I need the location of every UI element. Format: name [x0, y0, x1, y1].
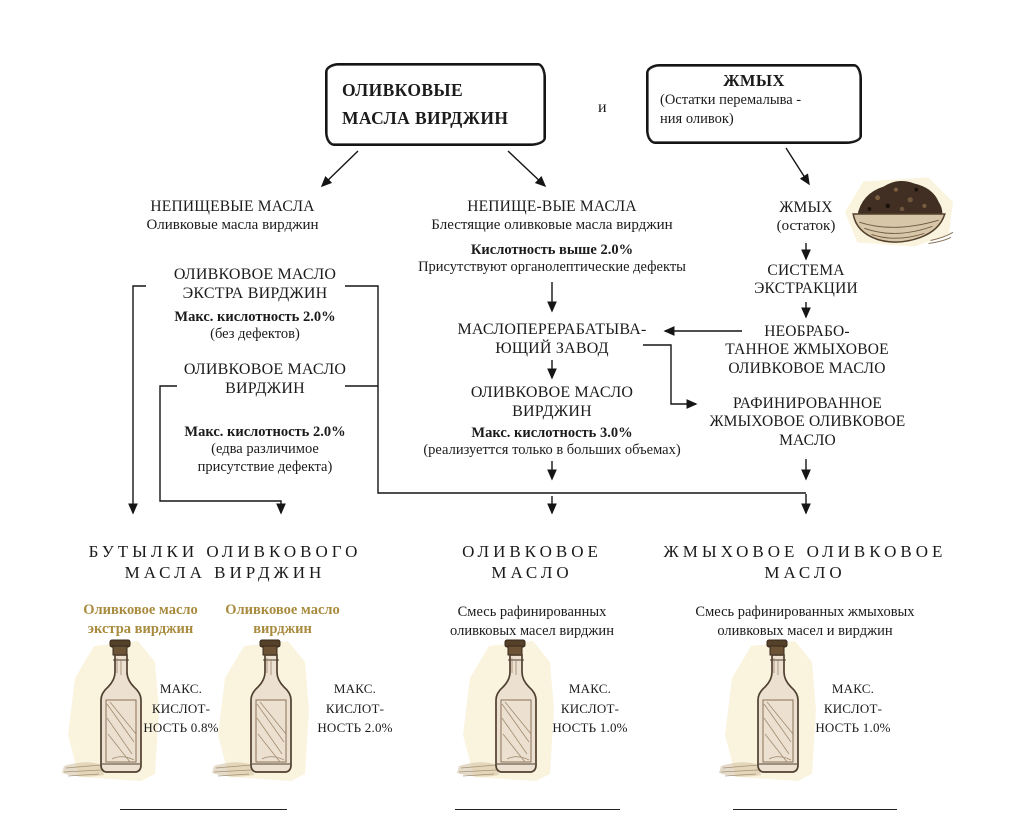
acidity-olive-oil: [545, 679, 635, 738]
node-extra-virgin: [135, 266, 375, 344]
node-crude-pomace-oil: [712, 323, 902, 378]
label-virgin-line1: Оливковое масло: [225, 602, 340, 618]
node-nonfood-mid: [385, 198, 719, 276]
heading-virgin-bottles: [45, 542, 405, 583]
pomace-oil-mix-line1: Смесь рафинированных жмыховых: [695, 604, 915, 620]
acidity-pomace-oil-l1: МАКС.: [831, 681, 875, 696]
node-extraction: [730, 262, 882, 299]
acidity-virgin-l2: КИСЛОТ-: [325, 700, 385, 716]
refined-line3: МАСЛО: [779, 431, 836, 449]
heading-olive-oil-line1: ОЛИВКОВОЕ: [462, 542, 602, 561]
extraction-line1: СИСТЕМА: [767, 262, 845, 279]
acidity-pomace-oil-l3: НОСТЬ 1.0%: [815, 720, 891, 735]
refinery-line1: МАСЛОПЕРЕРАБАТЫВА-: [457, 321, 647, 338]
virgin-mid-line1: ОЛИВКОВОЕ МАСЛО: [470, 384, 634, 401]
label-olive-oil-mix: [432, 603, 632, 641]
divider-olive-oil: [455, 809, 620, 810]
extraction-line2: ЭКСТРАКЦИИ: [754, 280, 858, 298]
acidity-extra-virgin-l2: КИСЛОТ-: [151, 700, 211, 716]
box-olive-virgin-oils: [325, 63, 546, 146]
label-virgin-line2: вирджин: [253, 620, 312, 637]
extra-virgin-acidity: Макс. кислотность 2.0%: [174, 309, 336, 326]
acidity-olive-oil-l3: НОСТЬ 1.0%: [552, 720, 628, 735]
label-virgin-bottle: [205, 601, 360, 638]
box-pomace: [646, 64, 862, 144]
acidity-virgin: [310, 679, 400, 738]
label-pomace-oil-mix: [650, 603, 960, 641]
label-extra-virgin-bottle: [63, 601, 218, 638]
divider-virgin-bottles: [120, 809, 287, 810]
node-virgin-left: [145, 361, 385, 476]
acidity-extra-virgin-l1: МАКС.: [159, 681, 203, 696]
crude-line3: ОЛИВКОВОЕ МАСЛО: [728, 359, 886, 377]
box-pomace-sub2: ния оливок): [660, 111, 734, 128]
node-refined-pomace-oil: [705, 395, 910, 450]
arrow-topbox-to-pomace: [786, 148, 809, 184]
heading-pomace-oil-line1: ЖМЫХОВОЕ ОЛИВКОВОЕ: [663, 542, 947, 561]
refinery-line2: ЮЩИЙ ЗАВОД: [495, 339, 609, 357]
olive-oil-mix-line1: Смесь рафинированных: [457, 604, 607, 620]
nonfood-left-sub: Оливковые масла вирджин: [146, 217, 319, 234]
pomace-bowl-icon: [843, 175, 957, 249]
acidity-pomace-oil-l2: КИСЛОТ-: [823, 700, 883, 716]
node-refinery: [400, 321, 704, 358]
heading-virgin-bottles-line1: БУТЫЛКИ ОЛИВКОВОГО: [88, 542, 362, 561]
acidity-pomace-oil: [808, 679, 898, 738]
node-nonfood-left: [95, 198, 370, 235]
box-olive-virgin-line2: МАСЛА ВИРДЖИН: [342, 108, 509, 128]
pomace-oil-mix-line2: оливковых масел и вирджин: [717, 622, 893, 639]
acidity-olive-oil-l1: МАКС.: [568, 681, 612, 696]
label-extra-virgin-line1: Оливковое масло: [83, 602, 198, 618]
arrow-topbox-to-nonfood-left: [322, 151, 358, 186]
box-pomace-sub1: (Остатки перемалыва -: [660, 92, 802, 108]
acidity-virgin-l1: МАКС.: [333, 681, 377, 696]
acidity-extra-virgin-l3: НОСТЬ 0.8%: [143, 720, 219, 735]
crude-line1: НЕОБРАБО-: [764, 323, 850, 340]
heading-virgin-bottles-line2: МАСЛА ВИРДЖИН: [124, 562, 326, 582]
acidity-extra-virgin: [136, 679, 226, 738]
and-word: и: [598, 99, 607, 116]
extra-virgin-line1: ОЛИВКОВОЕ МАСЛО: [173, 266, 337, 283]
acidity-virgin-l3: НОСТЬ 2.0%: [317, 720, 393, 735]
olive-oil-mix-line2: оливковых масел вирджин: [450, 622, 614, 639]
crude-line2: ТАННОЕ ЖМЫХОВОЕ: [725, 341, 889, 359]
virgin-left-acidity: Макс. кислотность 2.0%: [184, 424, 346, 441]
refined-line2: ЖМЫХОВОЕ ОЛИВКОВОЕ: [709, 413, 906, 431]
nonfood-mid-title: НЕПИЩЕ-ВЫЕ МАСЛА: [467, 198, 637, 215]
pomace-line2: (остаток): [776, 218, 836, 235]
box-olive-virgin-line1: ОЛИВКОВЫЕ: [342, 80, 464, 100]
virgin-left-line2: ВИРДЖИН: [225, 379, 305, 397]
extra-virgin-note: (без дефектов): [210, 326, 300, 343]
extra-virgin-line2: ЭКСТРА ВИРДЖИН: [182, 284, 328, 302]
box-pomace-title: ЖМЫХ: [723, 71, 785, 90]
heading-olive-oil: [432, 542, 632, 583]
heading-pomace-oil: [655, 542, 955, 583]
virgin-left-note2: присутствие дефекта): [197, 458, 333, 475]
refined-line1: РАФИНИРОВАННОЕ: [732, 395, 883, 412]
heading-olive-oil-line2: МАСЛО: [491, 562, 573, 582]
nonfood-mid-sub: Блестящие оливковые масла вирджин: [431, 217, 673, 234]
nonfood-mid-note: Присутствуют органолептические дефекты: [418, 258, 686, 275]
virgin-mid-note: (реализуеттся только в больших объемах): [423, 442, 681, 459]
pomace-line1: ЖМЫХ: [779, 199, 833, 216]
label-extra-virgin-line2: экстра вирджин: [87, 620, 194, 637]
node-virgin-mid: [385, 384, 719, 460]
heading-pomace-oil-line2: МАСЛО: [764, 562, 846, 582]
acidity-olive-oil-l2: КИСЛОТ-: [560, 700, 620, 716]
nonfood-mid-acidity: Кислотность выше 2.0%: [470, 241, 634, 258]
nonfood-left-title: НЕПИЩЕВЫЕ МАСЛА: [150, 198, 315, 215]
virgin-mid-line2: ВИРДЖИН: [512, 402, 592, 420]
virgin-left-note1: (едва различимое: [211, 441, 319, 458]
arrow-topbox-to-nonfood-mid: [508, 151, 545, 186]
virgin-left-line1: ОЛИВКОВОЕ МАСЛО: [183, 361, 347, 378]
divider-pomace-oil: [733, 809, 897, 810]
virgin-mid-acidity: Макс. кислотность 3.0%: [471, 425, 633, 442]
